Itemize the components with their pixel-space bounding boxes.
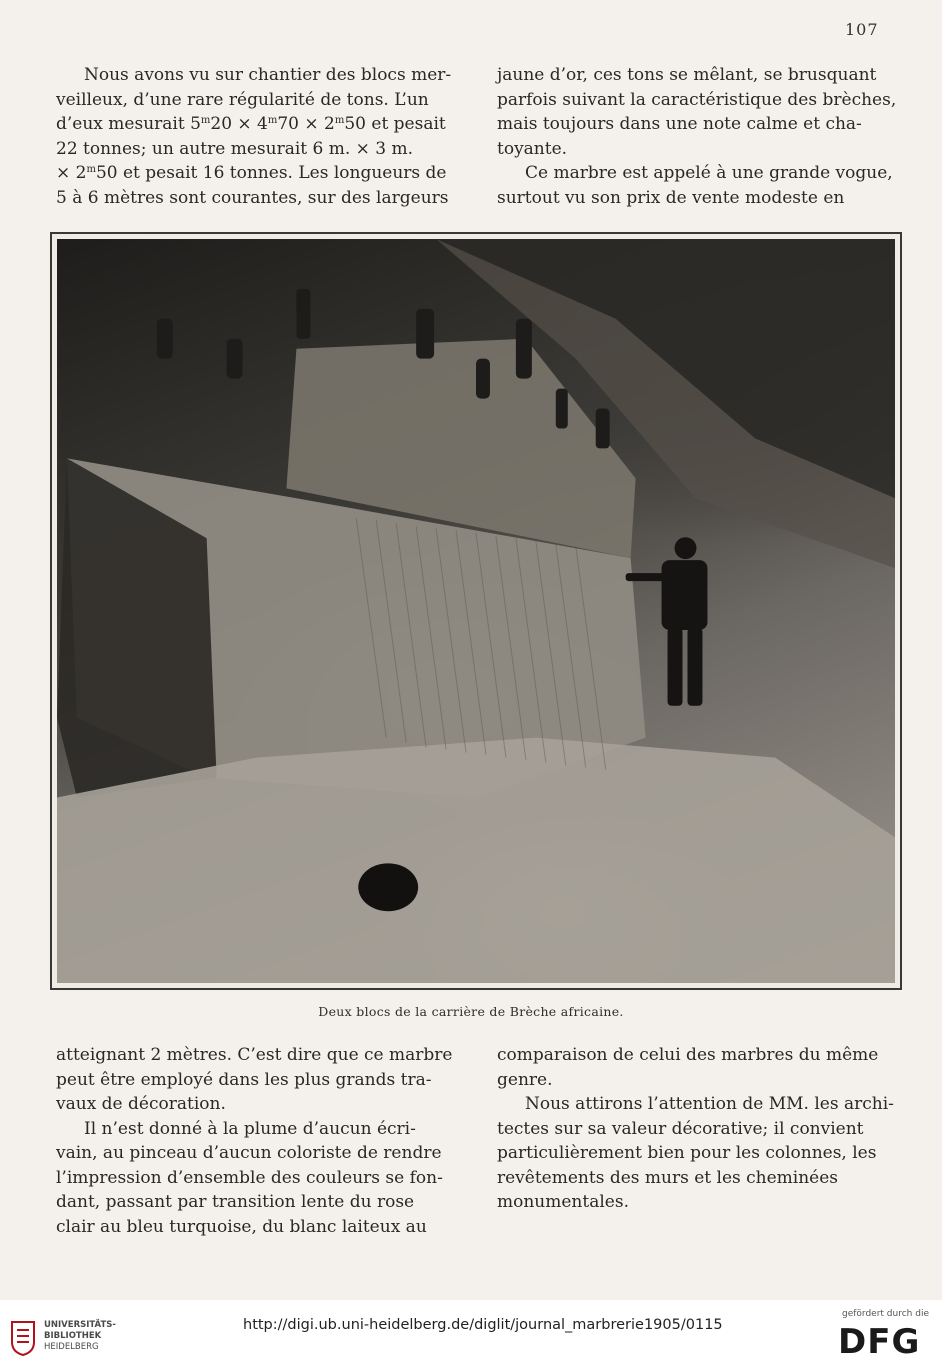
paragraph-comparison-continued: comparaison de celui des marbres du même genre.: [497, 1045, 879, 1090]
quarry-photograph-frame: [50, 232, 902, 990]
text-column-bottom-left: [56, 1043, 456, 1239]
text-column-top-left: [56, 63, 454, 210]
university-library-logo[interactable]: [10, 1320, 130, 1360]
library-name: UNIVERSITÄTS- BIBLIOTHEK HEIDELBERG: [44, 1320, 116, 1352]
library-shield-icon: [10, 1320, 36, 1356]
page-number: 107: [845, 20, 879, 39]
dfg-logo[interactable]: DFG: [838, 1322, 921, 1362]
text-column-bottom-right: [497, 1043, 898, 1215]
digitization-footer: [0, 1300, 942, 1367]
quarry-photograph: [57, 239, 895, 983]
paragraph-widths-continued: atteignant 2 mètres. C’est dire que ce marbre peut être employé dans les plus grands tra- vaux de décoration.: [56, 1045, 453, 1114]
paragraph-impression: Il n’est donné à la plume d’aucun écri- vain, au pinceau d’aucun coloriste de rendre l’impression d’ensemble des couleurs se fon- dant, passant par transition lente du rose clair au bleu turquoise, du blanc laiteux au: [56, 1118, 443, 1237]
paragraph-colors-continued: jaune d’or, ces tons se mêlant, se brusquant parfois suivant la caractéristique des brèches, mais toujours dans une note calme et cha- toyante.: [497, 65, 897, 159]
paragraph-block-dimensions: Nous avons vu sur chantier des blocs mer- veilleux, d’une rare régularité de tons. L’un d’eux mesurait $5^m20 \times 4^m70 \times 2^m50$ et pesait 22 tonnes; un autre mesurait 6 m. × 3 m. × $2^m50$ et pesait 16 tonnes. Les longueurs de 5 à 6 mètres sont courantes, sur des largeurs: [56, 65, 452, 208]
quarry-photo-illustration: [57, 239, 895, 983]
funded-by-label: gefördert durch die: [842, 1309, 929, 1319]
photo-caption: Deux blocs de la carrière de Brèche africaine.: [318, 1004, 624, 1019]
text-column-top-right: [497, 63, 898, 210]
paragraph-vogue: Ce marbre est appelé à une grande vogue, surtout vu son prix de vente modeste en: [497, 163, 893, 208]
permalink-url[interactable]: http://digi.ub.uni-heidelberg.de/diglit/journal_marbrerie1905/0115: [243, 1317, 723, 1333]
paragraph-architects: Nous attirons l’attention de MM. les archi- tectes sur sa valeur décorative; il convient particulièrement bien pour les colonnes, les revêtements des murs et les cheminées monumentales.: [497, 1094, 894, 1212]
